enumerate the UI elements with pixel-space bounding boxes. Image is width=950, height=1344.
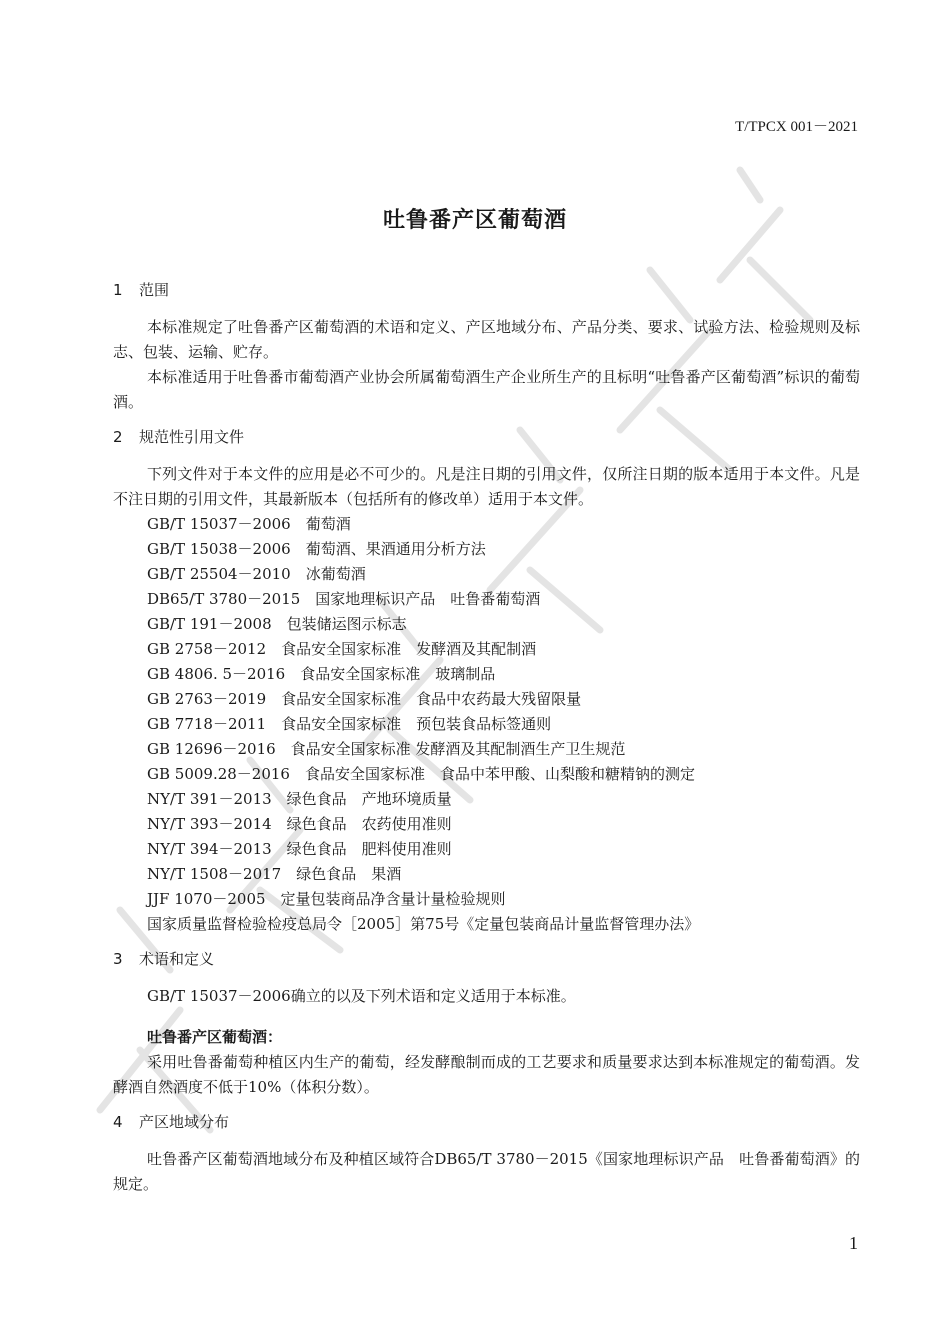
reference-item: GB 7718－2011 食品安全国家标准 预包装食品标签通则 [147, 715, 552, 733]
section-number: 4 [113, 1113, 123, 1131]
reference-item: JJF 1070－2005 定量包装商品净含量计量检验规则 [147, 890, 506, 908]
reference-item: NY/T 1508－2017 绿色食品 果酒 [147, 865, 402, 883]
section-3-heading [113, 947, 860, 972]
reference-item: GB/T 15038－2006 葡萄酒、果酒通用分析方法 [147, 540, 486, 558]
paragraph: 吐鲁番产区葡萄酒地域分布及种植区域符合DB65/T 3780－2015《国家地理标识产品 吐鲁番葡萄酒》的规定。 [113, 1150, 860, 1193]
paragraph: 下列文件对于本文件的应用是必不可少的。凡是注日期的引用文件，仅所注日期的版本适用于本文件。凡是不注日期的引用文件，其最新版本（包括所有的修改单）适用于本文件。 [113, 465, 860, 508]
document-title: 吐鲁番产区葡萄酒 [382, 208, 567, 233]
reference-item: GB/T 15037－2006 葡萄酒 [147, 515, 351, 533]
document-code: T/TPCX 001－2021 [735, 119, 858, 135]
term-definition: 采用吐鲁番葡萄种植区内生产的葡萄，经发酵酿制而成的工艺要求和质量要求达到本标准规定的葡萄酒。发酵酒自然酒度不低于10%（体积分数）。 [113, 1053, 860, 1096]
reference-item: GB/T 25504－2010 冰葡萄酒 [147, 565, 366, 583]
section-1-heading [113, 278, 860, 303]
section-2-heading [113, 425, 860, 450]
reference-item: DB65/T 3780－2015 国家地理标识产品 吐鲁番葡萄酒 [147, 590, 541, 608]
paragraph: 本标准适用于吐鲁番市葡萄酒产业协会所属葡萄酒生产企业所生产的且标明“吐鲁番产区葡萄酒”标识的葡萄酒。 [113, 368, 860, 411]
paragraph: 本标准规定了吐鲁番产区葡萄酒的术语和定义、产区地域分布、产品分类、要求、试验方法、检验规则及标志、包装、运输、贮存。 [113, 318, 860, 361]
section-title: 术语和定义 [139, 950, 215, 968]
document-body [113, 278, 860, 1197]
section-4-heading [113, 1110, 860, 1135]
section-title: 范围 [139, 281, 170, 299]
page-number: 1 [849, 1233, 858, 1253]
reference-item: GB 2758－2012 食品安全国家标准 发酵酒及其配制酒 [147, 640, 537, 658]
paragraph: GB/T 15037－2006确立的以及下列术语和定义适用于本标准。 [147, 987, 576, 1005]
reference-item: NY/T 391－2013 绿色食品 产地环境质量 [147, 790, 452, 808]
reference-item: NY/T 393－2014 绿色食品 农药使用准则 [147, 815, 452, 833]
reference-item: 国家质量监督检验检疫总局令［2005］第75号《定量包装商品计量监督管理办法》 [147, 915, 700, 933]
term-heading: 吐鲁番产区葡萄酒： [147, 1028, 283, 1046]
reference-item: GB 4806. 5－2016 食品安全国家标准 玻璃制品 [147, 665, 496, 683]
section-title: 产区地域分布 [139, 1113, 230, 1131]
section-number: 2 [113, 428, 123, 446]
reference-item: GB 5009.28－2016 食品安全国家标准 食品中苯甲酸、山梨酸和糖精钠的测定 [147, 765, 695, 783]
section-title: 规范性引用文件 [139, 428, 245, 446]
section-number: 1 [113, 281, 123, 299]
reference-item: GB/T 191－2008 包装储运图示标志 [147, 615, 407, 633]
reference-item: GB 2763－2019 食品安全国家标准 食品中农药最大残留限量 [147, 690, 582, 708]
reference-list [113, 512, 860, 937]
reference-item: NY/T 394－2013 绿色食品 肥料使用准则 [147, 840, 452, 858]
section-number: 3 [113, 950, 123, 968]
reference-item: GB 12696－2016 食品安全国家标准 发酵酒及其配制酒生产卫生规范 [147, 740, 626, 758]
